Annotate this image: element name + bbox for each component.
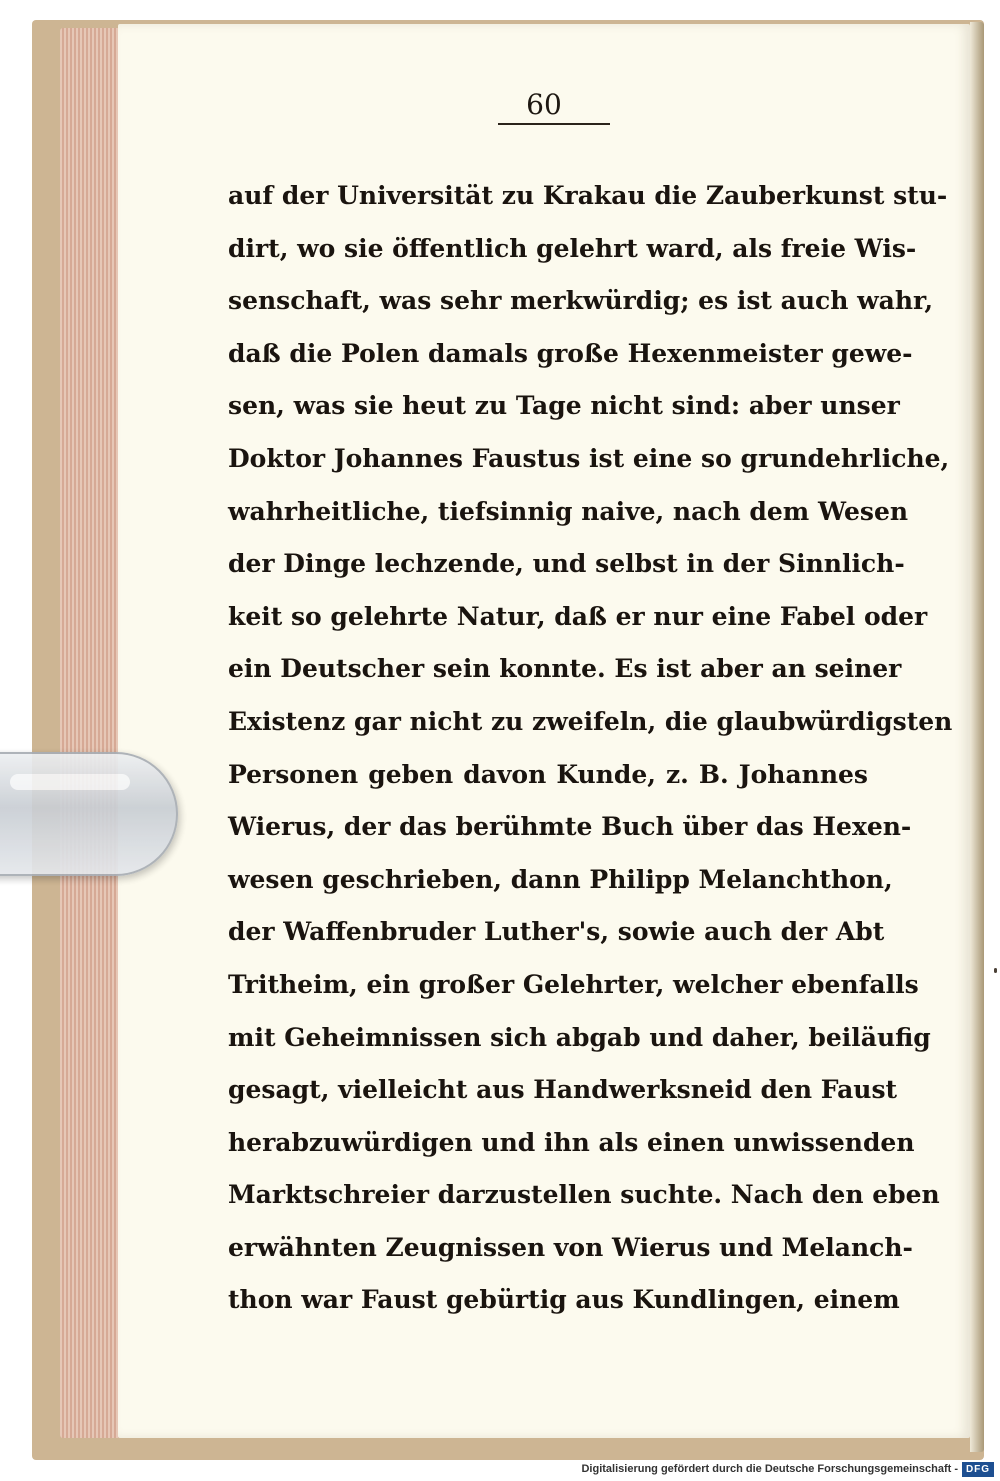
clamp-highlight — [10, 774, 130, 790]
text-line: wahrheitliche, tiefsinnig naive, nach dem Wesen — [228, 496, 909, 526]
text-line: senschaft, was sehr merkwürdig; es ist auch wahr, — [228, 286, 934, 316]
text-line: Wierus, der das berühmte Buch über das Hexen- — [228, 812, 912, 842]
text-line: der Dinge lechzende, und selbst in der Sinnlich- — [228, 549, 905, 579]
dust-speck — [994, 968, 997, 973]
book-page — [118, 24, 970, 1438]
funding-credit: Digitalisierung gefördert durch die Deutsche Forschungsgemeinschaft - — [581, 1463, 958, 1475]
text-line: thon war Faust gebürtig aus Kundlingen, einem — [228, 1285, 900, 1315]
text-line: wesen geschrieben, dann Philipp Melanchthon, — [228, 864, 893, 894]
text-line: sen, was sie heut zu Tage nicht sind: aber unser — [228, 391, 900, 421]
text-line: der Waffenbruder Luther's, sowie auch der Abt — [228, 917, 885, 947]
glass-page-clamp — [0, 752, 178, 876]
text-line: auf der Universität zu Krakau die Zauberkunst stu- — [228, 181, 948, 210]
text-line: gesagt, vielleicht aus Handwerksneid den Faust — [228, 1075, 898, 1105]
text-line: herabzuwürdigen und ihn als einen unwissenden — [228, 1127, 915, 1157]
text-line: Marktschreier darzustellen suchte. Nach den eben — [228, 1180, 940, 1210]
spine-shadow — [970, 22, 984, 1452]
text-line: mit Geheimnissen sich abgab und daher, beiläufig — [228, 1022, 931, 1052]
text-line: keit so gelehrte Natur, daß er nur eine Fabel oder — [228, 601, 928, 631]
text-line: dirt, wo sie öffentlich gelehrt ward, als freie Wis- — [228, 233, 917, 263]
text-line: daß die Polen damals große Hexenmeister gewe- — [228, 338, 913, 368]
text-line: Tritheim, ein großer Gelehrter, welcher ebenfalls — [228, 969, 919, 999]
text-line: Doktor Johannes Faustus ist eine so grundehrliche, — [228, 443, 950, 473]
text-line: Existenz gar nicht zu zweifeln, die glaubwürdigsten — [228, 706, 953, 736]
body-text — [228, 170, 953, 1327]
text-line: Personen geben davon Kunde, z. B. Johannes — [228, 759, 868, 789]
text-line: erwähnten Zeugnissen von Wierus und Melanch- — [228, 1232, 913, 1262]
text-line: ein Deutscher sein konnte. Es ist aber an seiner — [228, 654, 902, 684]
page-number-rule — [498, 123, 610, 125]
dfg-logo-icon: DFG — [962, 1462, 994, 1477]
page-number: 60 — [526, 88, 562, 121]
